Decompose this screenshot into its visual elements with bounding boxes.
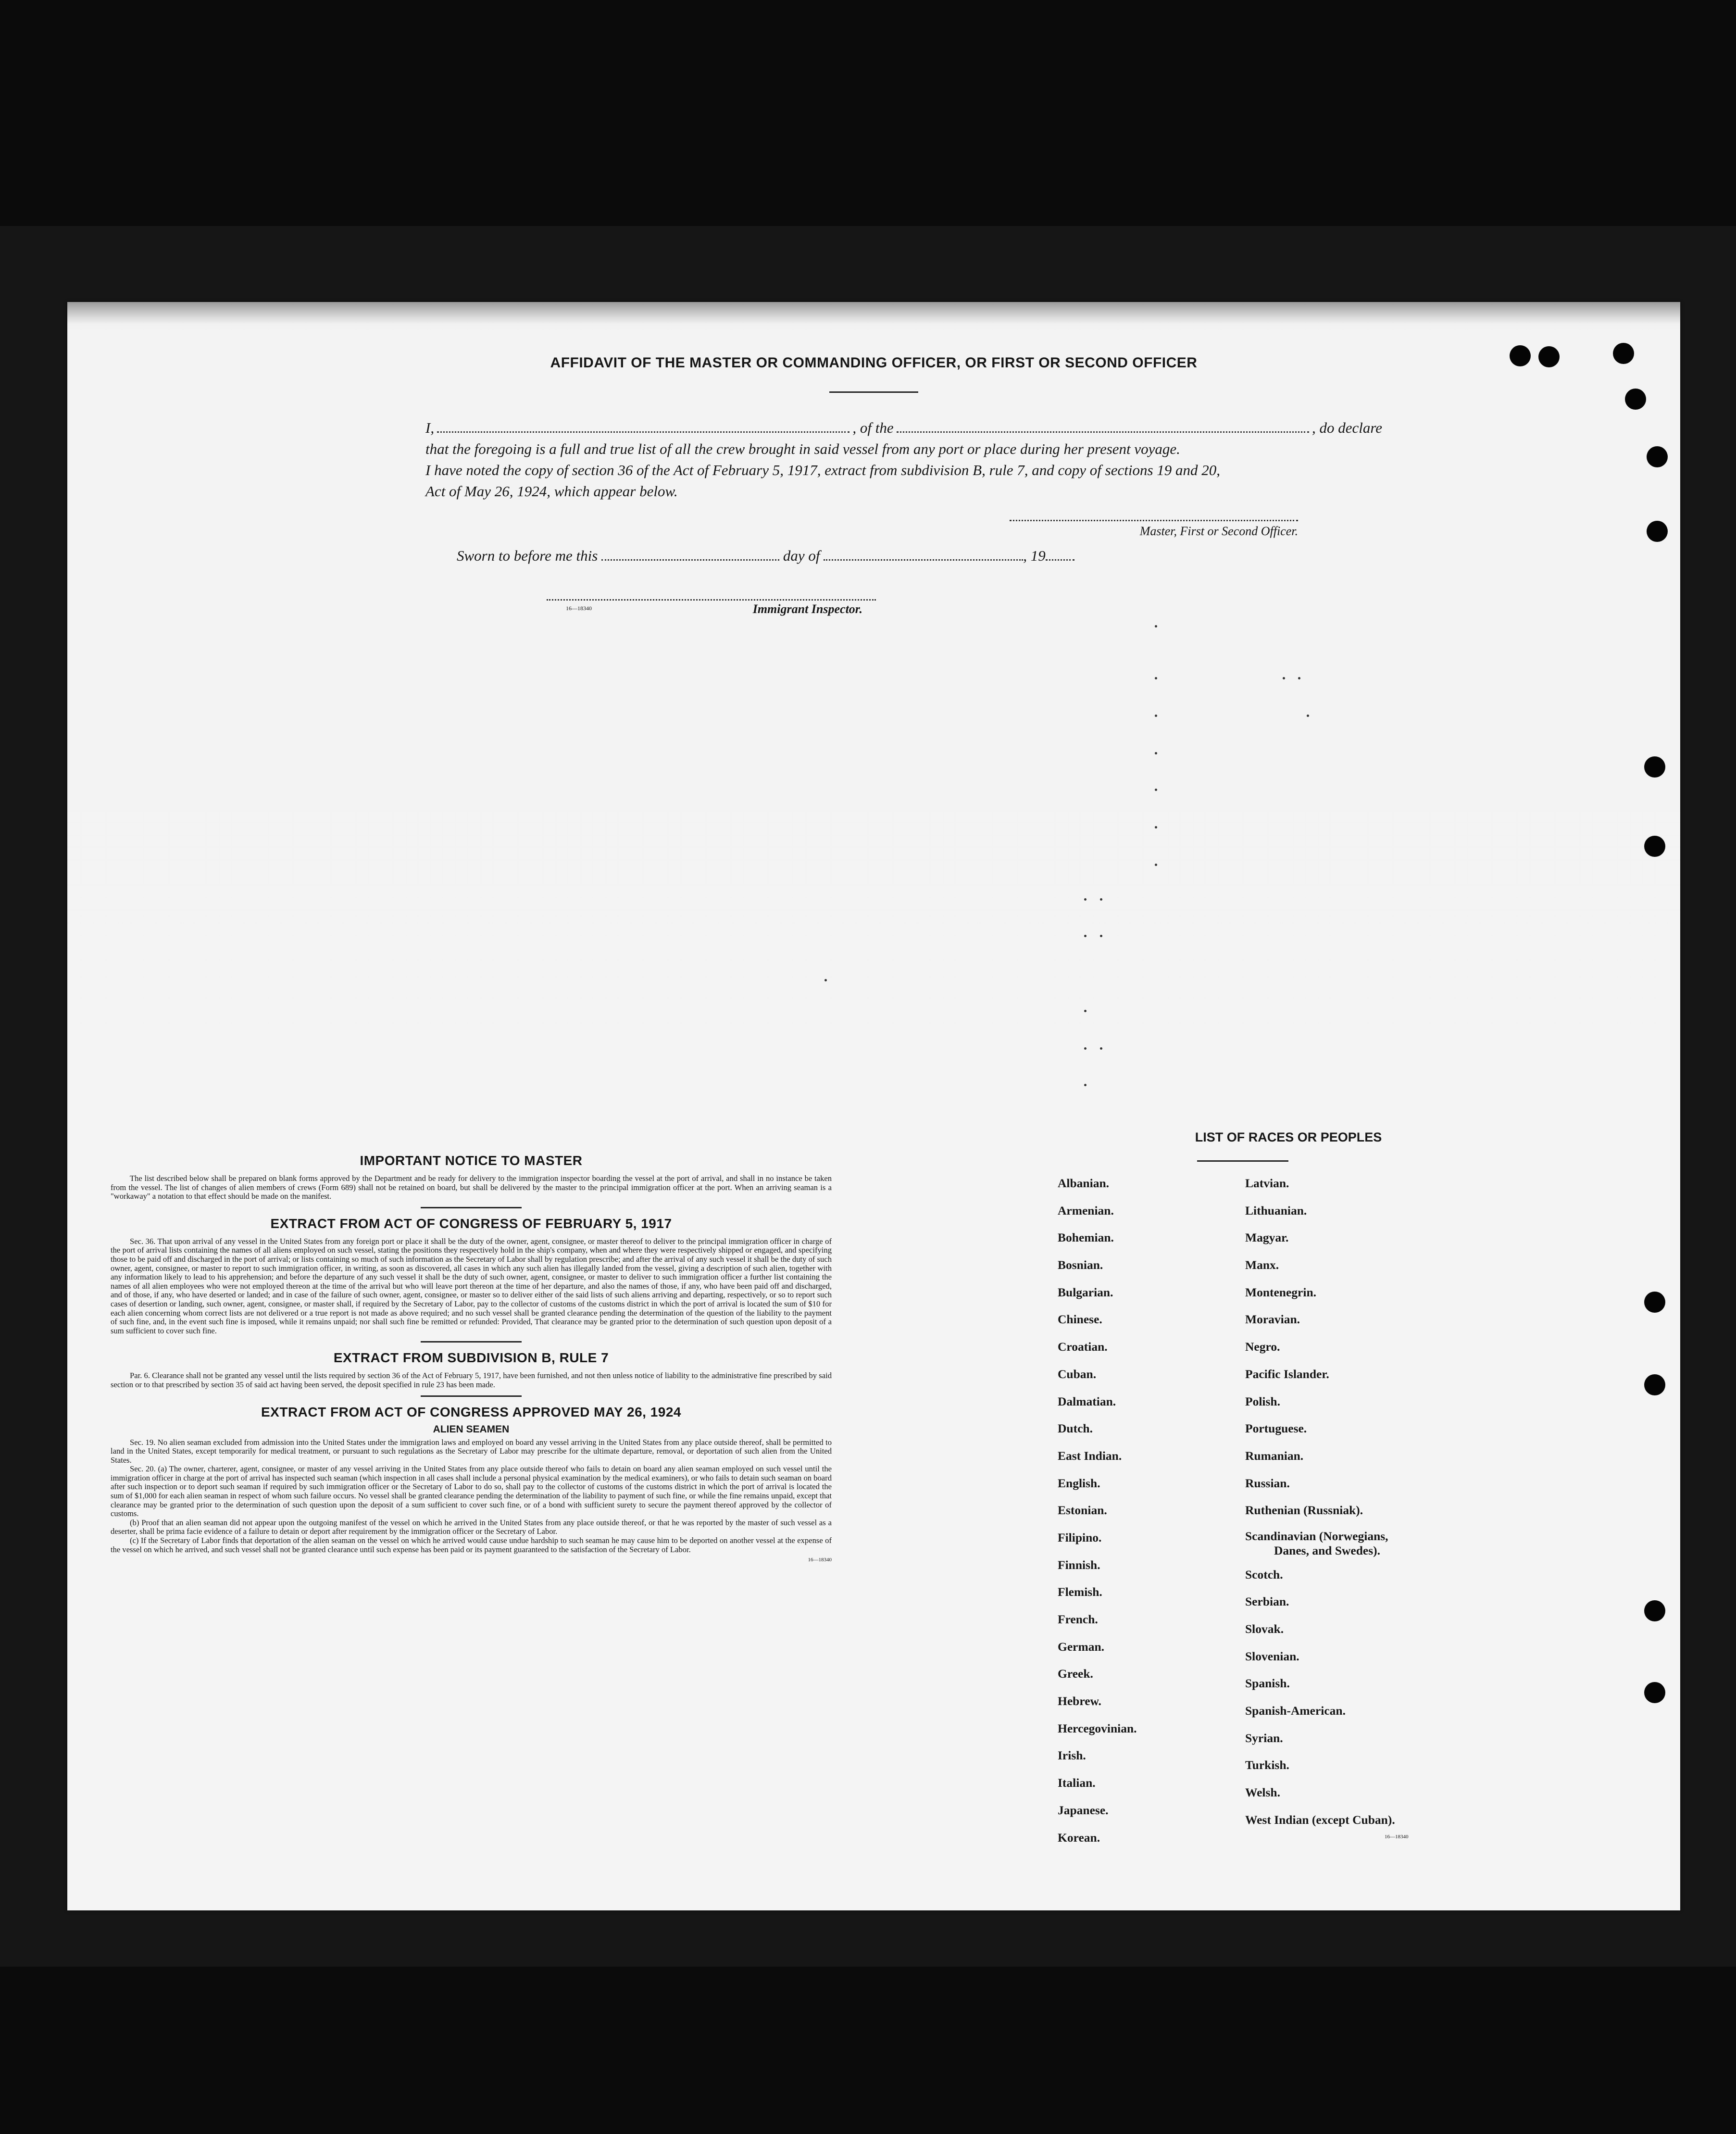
affidavit-body: [425, 417, 1382, 502]
race-item-multiline: [1245, 1524, 1409, 1557]
declaration-line-3: I have noted the copy of section 36 of the Act of February 5, 1917, extract from subdivision B, rule 7, and copy of sections 19 and 20,: [425, 462, 1221, 478]
race-item: Latvian.: [1245, 1176, 1289, 1190]
race-item: Spanish.: [1245, 1676, 1290, 1691]
scan-speck: [1100, 898, 1102, 901]
of-the-label: , of the: [852, 419, 894, 436]
race-item: Manx.: [1245, 1258, 1279, 1272]
scan-speck: [824, 979, 827, 981]
binder-hole-icon: [1644, 1374, 1665, 1395]
race-item: West Indian (except Cuban).: [1245, 1812, 1395, 1827]
rule7-text: Par. 6. Clearance shall not be granted any vessel until the lists required by section 36 of the Act of February 5, 1917, have been furnished, and not then unless notice of liability to the administrative fine prescribed by said section or to that prescribed by section 35 of said act having been served, the deposit specified in rule 23 has been made.: [111, 1371, 832, 1389]
paper-top-edge: [67, 302, 1680, 324]
form-number: 16—18340: [566, 605, 592, 612]
scan-speck: [1307, 715, 1309, 717]
officer-name-field[interactable]: [437, 422, 849, 433]
scan-speck: [1155, 826, 1157, 828]
master-signature-block: [1010, 520, 1298, 539]
race-item: Bohemian.: [1058, 1230, 1114, 1245]
inspector-signature-block: [547, 599, 876, 616]
declaration-line-4: Act of May 26, 1924, which appear below.: [425, 483, 678, 500]
year-label: , 19: [1023, 547, 1046, 564]
race-item: Moravian.: [1245, 1312, 1300, 1327]
race-item: French.: [1058, 1612, 1098, 1626]
race-item: Slovak.: [1245, 1622, 1284, 1636]
binder-hole-icon: [1644, 1292, 1665, 1313]
scan-speck: [1155, 715, 1157, 717]
race-item: Armenian.: [1058, 1203, 1114, 1218]
race-item: Dalmatian.: [1058, 1394, 1116, 1408]
extract-1917-text: Sec. 36. That upon arrival of any vessel in the United States from any foreign port or place it shall be the duty of the owner, agent, consignee, or master thereof to deliver to the principal immigration officer in charge of the port of arrival lists containing the names of all aliens employed on such vessel, stating the positions they respectively hold in the ship's company, when and where they were respectively shipped or engaged, and specifying those to be paid off and discharged in the port of arrival; or lists containing so much of such information as the Secretary of Labor shall by regulation prescribe; and after the arrival of any such vessel it shall be the duty of such owner, agent, consignee, or master to report to such immigration officer, in writing, as soon as discovered, all cases in which any such alien has illegally landed from the vessel, giving a description of such alien, together with any information likely to lead to his apprehension; and before the departure of any such vessel it shall be the duty of such owner, agent, consignee, or master to deliver to such immigration officer a further list containing the names of all alien employees who were not employed thereon at the time of the arrival but who will leave port thereon at the time of her departure, and also the names of those, if any, who have been paid off and discharged, and of those, if any, who have deserted or landed; and in case of the failure of such owner, agent, consignee, or master so to deliver either of the said lists of such aliens arriving and departing, respectively, or so to report such cases of desertion or landing, such owner, agent, consignee, or master shall, if required by the Secretary of Labor, pay to the collector of customs of the customs district in which the port of arrival is located the sum of $10 for each alien concerning whom correct lists are not delivered or a true report is not made as above required; and no such vessel shall be granted clearance pending the determination of the question of the liability to the payment of such fine, and, in the event such fine is imposed, while it remains unpaid; nor shall such fine be remitted or refunded: Provided, That clearance may be granted prior to the determination of such question upon deposit of a sum sufficient to cover such fine.: [111, 1236, 832, 1335]
race-item: Ruthenian (Russniak).: [1245, 1503, 1363, 1518]
affidavit-title: AFFIDAVIT OF THE MASTER OR COMMANDING OFFICER, OR FIRST OR SECOND OFFICER: [550, 355, 1198, 371]
sworn-day-field[interactable]: [601, 559, 779, 561]
extract-1924-title: EXTRACT FROM ACT OF CONGRESS APPROVED MAY 26, 1924: [261, 1404, 681, 1419]
race-item: Montenegrin.: [1245, 1285, 1317, 1299]
sworn-label: Sworn to before me this: [457, 547, 598, 564]
extract-1917-title: EXTRACT FROM ACT OF CONGRESS OF FEBRUARY 5, 1917: [270, 1216, 672, 1231]
race-item: Pacific Islander.: [1245, 1367, 1329, 1381]
sworn-year-field[interactable]: [1046, 559, 1074, 561]
binder-hole-icon: [1647, 521, 1668, 542]
race-item: Irish.: [1058, 1748, 1086, 1763]
scan-speck: [1084, 1010, 1087, 1012]
sworn-month-field[interactable]: [824, 559, 1023, 561]
scan-speck: [1155, 677, 1157, 679]
scan-speck: [1084, 898, 1087, 901]
scan-speck: [1283, 677, 1285, 679]
race-item: Rumanian.: [1245, 1448, 1304, 1463]
section-rule: [421, 1341, 522, 1343]
master-signature-label: Master, First or Second Officer.: [1139, 524, 1298, 538]
scan-speck: [1084, 1084, 1087, 1086]
section-rule: [421, 1207, 522, 1208]
race-item: Italian.: [1058, 1776, 1096, 1790]
race-item: Welsh.: [1245, 1785, 1280, 1800]
race-item: Cuban.: [1058, 1367, 1097, 1381]
races-title-rule: [1197, 1160, 1288, 1162]
declaration-line: [425, 417, 1382, 439]
do-declare-label: , do declare: [1311, 419, 1383, 436]
scan-speck: [1100, 1047, 1102, 1050]
form-number: 16—18340: [808, 1557, 832, 1563]
races-title: LIST OF RACES OR PEOPLES: [1195, 1130, 1382, 1144]
race-item: Syrian.: [1245, 1731, 1283, 1745]
title-rule: [829, 391, 918, 393]
race-item: Greek.: [1058, 1667, 1093, 1681]
sworn-line: [457, 547, 1074, 565]
race-item: Spanish-American.: [1245, 1704, 1346, 1718]
race-item: German.: [1058, 1639, 1105, 1654]
race-item: Lithuanian.: [1245, 1203, 1307, 1218]
race-item: Japanese.: [1058, 1803, 1109, 1817]
sec19-text: Sec. 19. No alien seaman excluded from admission into the United States under the immigration laws and employed on board any vessel arriving in the United States from any place outside thereof, shall be permitted to land in the United States, except temporarily for medical treatment, or pursuant to such regulations as the Secretary of Labor may prescribe for the ultimate departure, removal, or deportation of such alien from the United States.: [111, 1437, 832, 1465]
rule7-title: EXTRACT FROM SUBDIVISION B, RULE 7: [333, 1350, 609, 1366]
binder-hole-icon: [1647, 446, 1668, 467]
race-item: Albanian.: [1058, 1176, 1110, 1190]
alien-seamen-subtitle: ALIEN SEAMEN: [433, 1423, 510, 1435]
scan-speck: [1155, 789, 1157, 791]
race-item: Negro.: [1245, 1340, 1280, 1354]
race-item: Hebrew.: [1058, 1694, 1101, 1708]
scan-speck: [1084, 935, 1087, 937]
race-item: Estonian.: [1058, 1503, 1107, 1518]
inspector-signature-field[interactable]: [547, 599, 876, 601]
race-item: Dutch.: [1058, 1421, 1093, 1436]
race-item: Bulgarian.: [1058, 1285, 1113, 1299]
scan-speck: [1100, 935, 1102, 937]
race-item: Bosnian.: [1058, 1258, 1103, 1272]
race-item: East Indian.: [1058, 1448, 1122, 1463]
scan-speck: [1155, 752, 1157, 754]
race-item: Scandinavian (Norwegians,: [1245, 1529, 1388, 1543]
race-item: Chinese.: [1058, 1312, 1102, 1327]
legal-extracts-column: [111, 1153, 832, 1563]
race-item: Finnish.: [1058, 1557, 1100, 1572]
binder-hole-icon: [1644, 756, 1665, 778]
race-item: English.: [1058, 1476, 1100, 1490]
race-item: Polish.: [1245, 1394, 1280, 1408]
race-item: Hercegovinian.: [1058, 1721, 1137, 1735]
race-item: Portuguese.: [1245, 1421, 1307, 1436]
scan-speck: [1155, 864, 1157, 866]
sec20a-text: Sec. 20. (a) The owner, charterer, agent, consignee, or master of any vessel arriving in the United States from any place outside thereof who fails to detain on board any alien seaman employed on such vessel until the immigration officer in charge at the port of arrival has inspected such seaman (which inspection in all cases shall include a personal physical examination by the medical examiners), or who fails to detain such seaman on board after such inspection or to deport such seaman if required by such immigration officer or the Secretary of Labor to do so, shall pay to the collector of customs of the customs district in which the port of arrival is located the sum of $1,000 for each alien seaman in respect of whom such failure occurs. No vessel shall be granted clearance pending the determination of the liability to payment of such fine, or while the fine remains unpaid, except that clearance may be granted prior to the determination of such question upon the deposit of a sum sufficient to cover such fine, or of a bond with sufficient surety to secure the payment thereof approved by the collector of customs.: [111, 1464, 832, 1519]
race-item: Croatian.: [1058, 1340, 1108, 1354]
scan-speck: [1155, 625, 1157, 628]
race-item: Turkish.: [1245, 1758, 1289, 1772]
race-item: Serbian.: [1245, 1594, 1289, 1609]
sec20c-text: (c) If the Secretary of Labor finds that deportation of the alien seaman on the vessel on which he arrived would cause undue hardship to such seaman he may cause him to be deported on another vessel at the expense of the vessel on which he arrived, and such vessel shall not be granted clearance until such expense has been paid or its payment guaranteed to the satisfaction of the Secretary of Labor.: [111, 1536, 832, 1554]
scan-speck: [1084, 1047, 1087, 1050]
race-item: Russian.: [1245, 1476, 1290, 1490]
race-item: Flemish.: [1058, 1585, 1102, 1599]
scan-speck: [1298, 677, 1300, 679]
inspector-label: Immigrant Inspector.: [752, 602, 862, 616]
binder-hole-icon: [1625, 389, 1646, 410]
notice-title: IMPORTANT NOTICE TO MASTER: [360, 1153, 583, 1168]
vessel-name-field[interactable]: [897, 422, 1309, 433]
binder-hole-icon: [1644, 1682, 1665, 1703]
race-item: Slovenian.: [1245, 1649, 1299, 1663]
race-item: Filipino.: [1058, 1530, 1102, 1544]
races-left-column: [1058, 1170, 1137, 1851]
form-number: 16—18340: [1385, 1833, 1409, 1840]
sec20b-text: (b) Proof that an alien seaman did not appear upon the outgoing manifest of the vessel on which he arrived in the United States from any place outside thereof, or that he was reported by the master of such vessel as a deserter, shall be prima facie evidence of a failure to detain or deport after requirement by the immigration officer or the Secretary of Labor.: [111, 1518, 832, 1536]
races-right-column: [1245, 1170, 1409, 1840]
section-rule: [421, 1395, 522, 1397]
declaration-line-2: that the foregoing is a full and true list of all the crew brought in said vessel from any port or place during her present voyage.: [425, 440, 1180, 457]
binder-hole-icon: [1644, 836, 1665, 857]
declarant-prefix: I,: [425, 419, 435, 436]
race-item: Scotch.: [1245, 1567, 1283, 1582]
master-signature-field[interactable]: [1010, 520, 1298, 521]
race-item: Magyar.: [1245, 1230, 1289, 1245]
race-item: Danes, and Swedes).: [1274, 1543, 1381, 1557]
binder-hole-icon: [1644, 1600, 1665, 1621]
manifest-page: [67, 302, 1680, 1910]
notice-text: The list described below shall be prepared on blank forms approved by the Department and be ready for delivery to the immigration inspector boarding the vessel at the port of arrival, and shall in no instance be taken from the vessel. The list of changes of alien members of crews (Form 689) shall not be retained on board, but shall be delivered by the master to the principal immigration officer at the port. When an arriving seaman is a "workaway" a notation to that effect should be made on the manifest.: [111, 1174, 832, 1201]
race-item: Korean.: [1058, 1830, 1100, 1845]
day-of-label: day of: [783, 547, 820, 564]
